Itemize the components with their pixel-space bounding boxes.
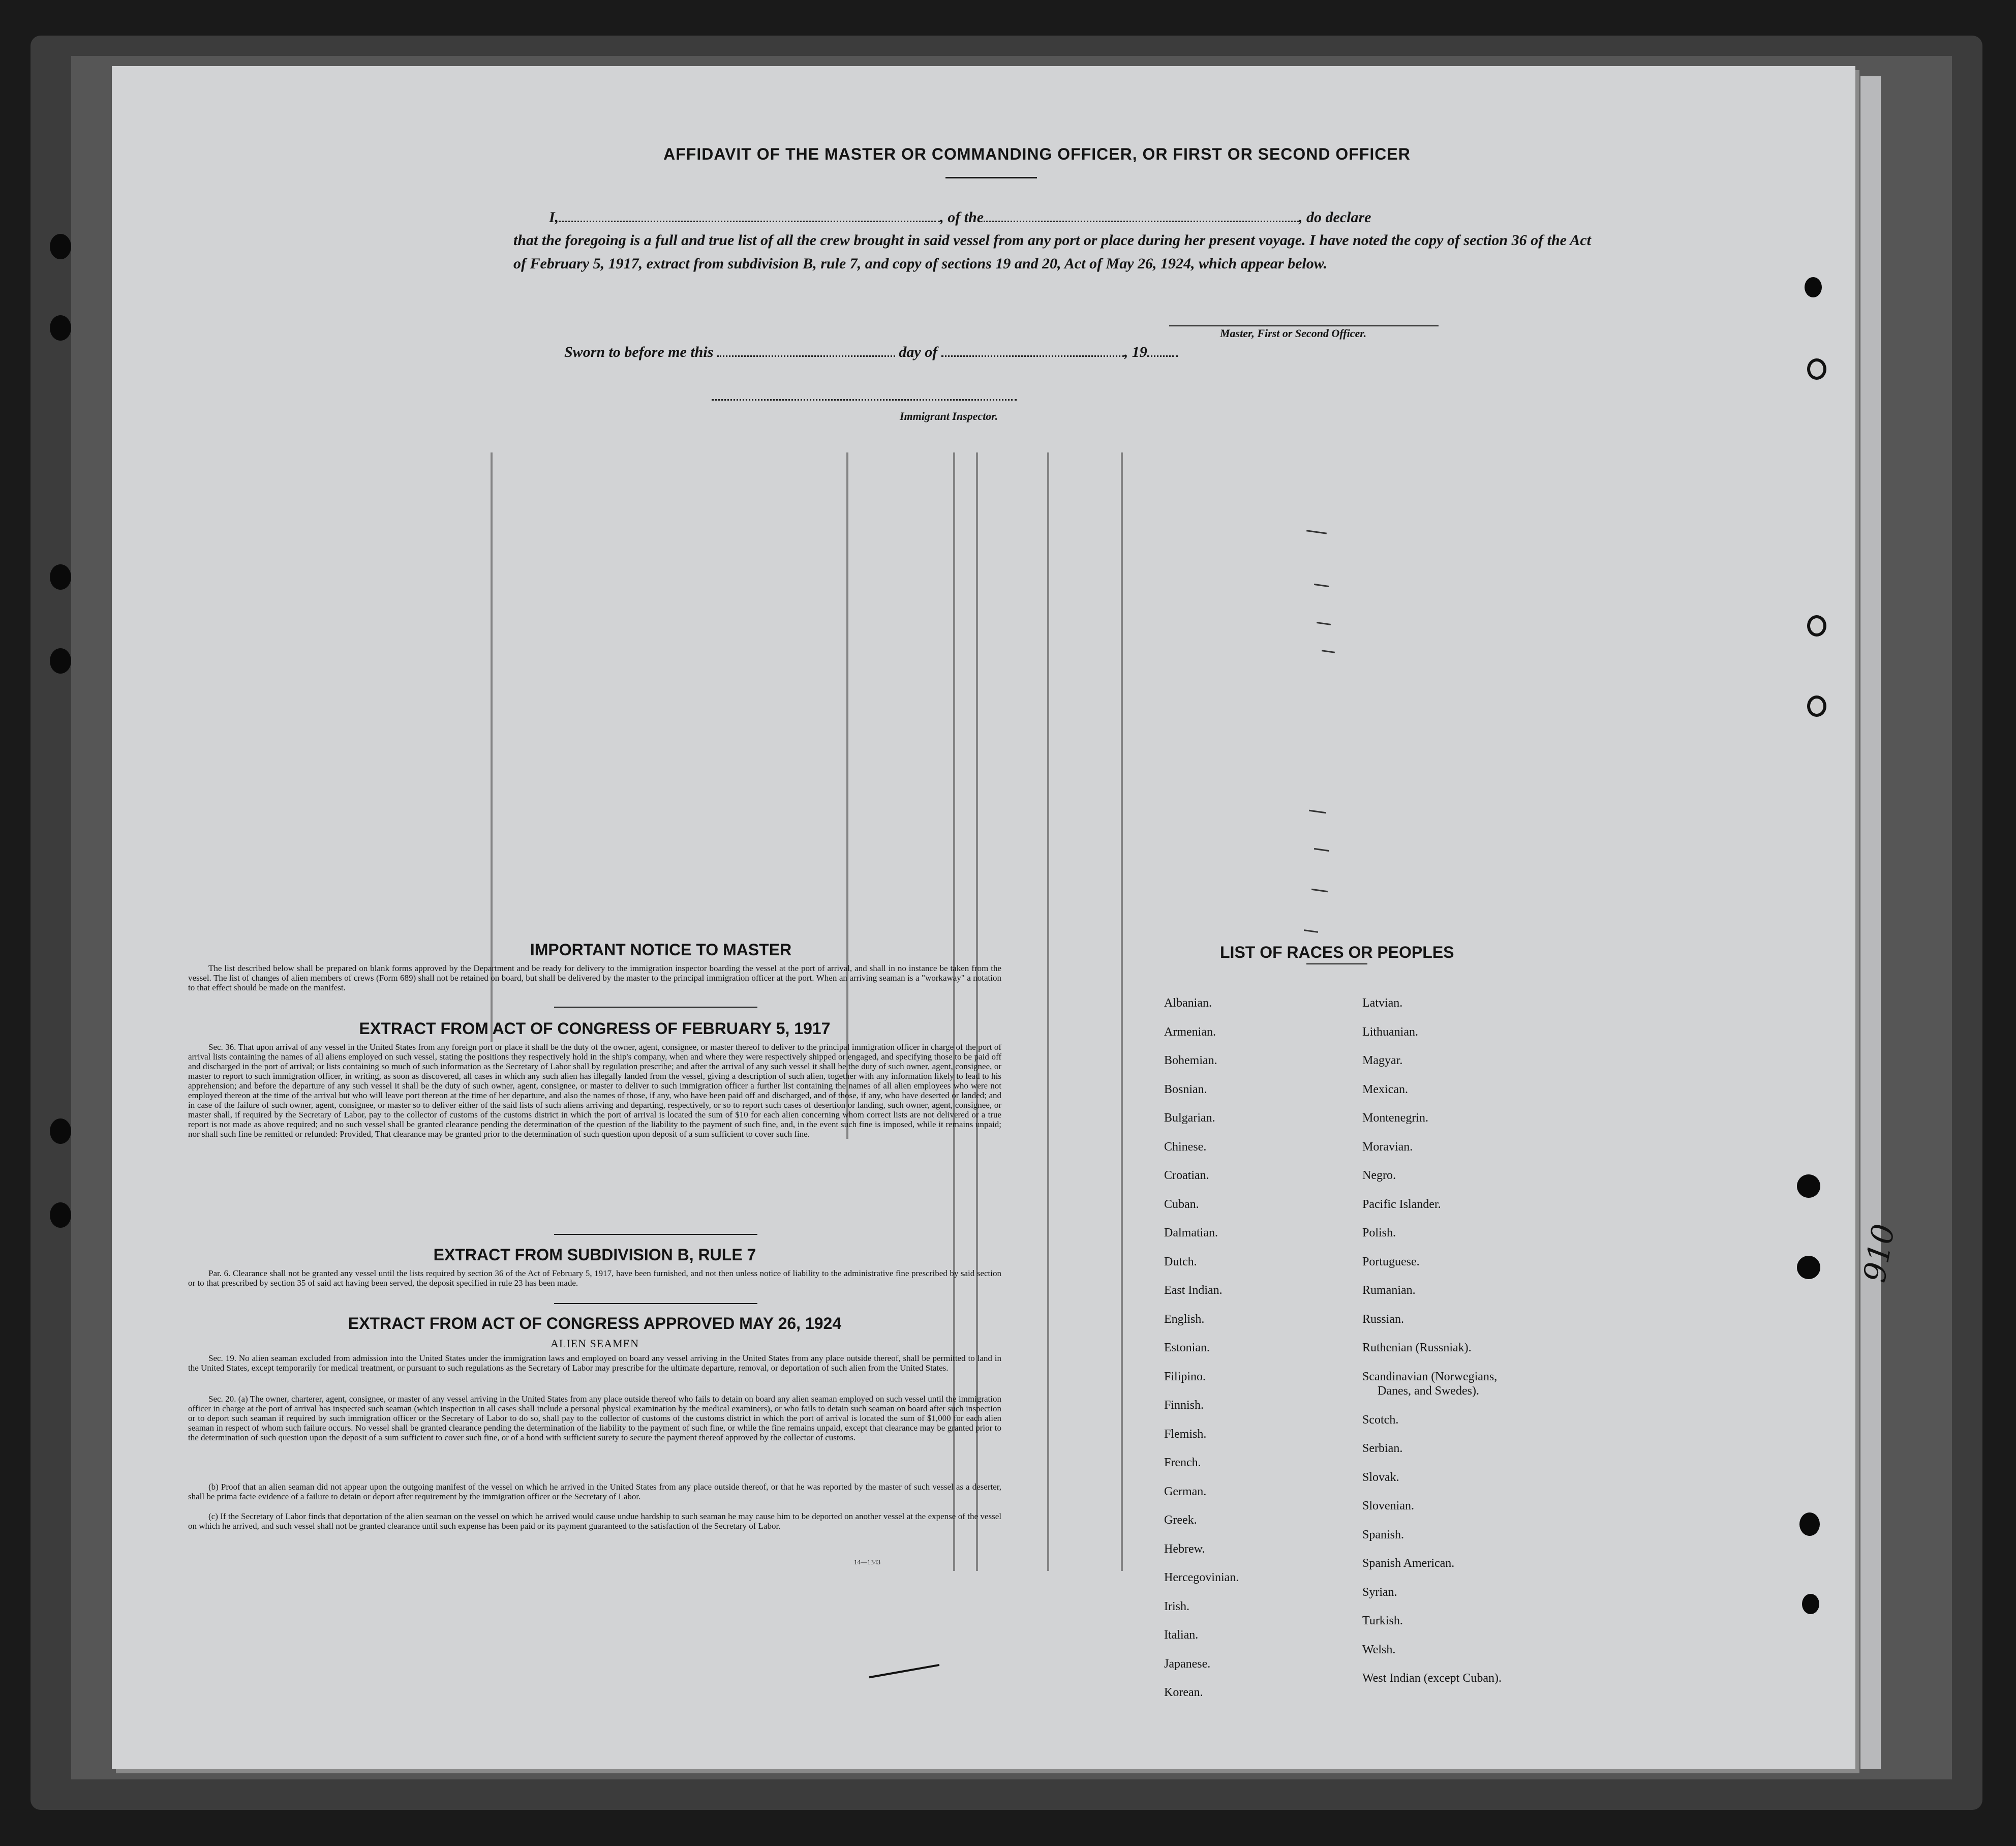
race-item: Estonian. (1164, 1341, 1210, 1354)
sec20c-text: (c) If the Secretary of Labor finds that deportation of the alien seaman on the vessel on which he arrived would cause undue hardship to such seaman he may cause him to be deported on another vessel at the expense of the vessel on which he arrived, and such vessel shall not be granted clearance until such expense has been paid or its payment guaranteed to the satisfaction of the Secretary of Labor. (188, 1511, 1001, 1531)
vessel-blank[interactable] (984, 221, 1299, 222)
sworn-day-of: day of (899, 344, 938, 360)
extract-1924-title: EXTRACT FROM ACT OF CONGRESS APPROVED MAY 26, 1924 (348, 1314, 842, 1333)
race-item: Turkish. (1362, 1614, 1403, 1627)
extract-1917-title: EXTRACT FROM ACT OF CONGRESS OF FEBRUARY 5, 1917 (359, 1019, 831, 1038)
race-item: Finnish. (1164, 1399, 1204, 1412)
binder-hole (1805, 277, 1822, 297)
binder-hole (1797, 1174, 1820, 1198)
race-item: Hercegovinian. (1164, 1571, 1239, 1584)
race-item: Hebrew. (1164, 1542, 1205, 1556)
race-item: Japanese. (1164, 1657, 1211, 1671)
races-title-underline (1306, 963, 1367, 964)
notice-divider (554, 1007, 757, 1008)
sworn-day-blank[interactable] (717, 355, 895, 357)
pencil-mark (1317, 622, 1331, 625)
race-item: Mexican. (1362, 1082, 1408, 1096)
sec20b-text: (b) Proof that an alien seaman did not appear upon the outgoing manifest of the vessel on which he arrived in the United States from any place outside thereof, or that he was reported by the master of such vessel as a deserter, shall be prima facie evidence of a failure to detain or deport after requirement by the immigration officer or the Secretary of Labor. (188, 1482, 1001, 1501)
race-item: Spanish. (1362, 1528, 1404, 1541)
race-item: Ruthenian (Russniak). (1362, 1341, 1472, 1354)
bleed-through-line (1121, 452, 1123, 1571)
race-item: Lithuanian. (1362, 1025, 1418, 1039)
race-item: Bulgarian. (1164, 1111, 1215, 1125)
race-item: Korean. (1164, 1686, 1203, 1699)
sworn-line (564, 341, 1378, 364)
race-item: Slovak. (1362, 1470, 1399, 1484)
sec20a-text: Sec. 20. (a) The owner, charterer, agent, consignee, or master of any vessel arriving in the United States from any place outside thereof who fails to detain on board any alien seaman employed on such vessel until the immigration officer in charge at the port of arrival has inspected such seaman (which inspection in all cases shall include a personal physical examination by the medical examiners), or who fails to detain such seaman on board after such inspection or to deport such seaman if required by such immigration officer or the Secretary of Labor to do so, shall pay to the collector of customs of the customs district in which the port of arrival is located the sum of $1,000 for each alien seaman in respect of whom such failure occurs. No vessel shall be granted clearance pending the determination of the liability to the payment of such fine, or while the fine remains unpaid, except that clearance may be granted prior to the determination of such question upon the deposit of a sum sufficient to cover such fine, or of a bond with sufficient surety to secure the payment thereof approved by the collector of customs. (188, 1394, 1001, 1442)
race-item: Filipino. (1164, 1370, 1206, 1383)
pencil-mark (1311, 889, 1328, 892)
race-item: Dutch. (1164, 1255, 1197, 1268)
bleed-through-line (1047, 452, 1049, 1571)
race-item: Danes, and Swedes). (1378, 1384, 1479, 1398)
race-item: Chinese. (1164, 1140, 1207, 1154)
declaration-i: I, (549, 209, 559, 226)
race-item: Albanian. (1164, 996, 1212, 1010)
master-signature-line (1169, 325, 1439, 326)
race-item: Spanish American. (1362, 1557, 1455, 1570)
title-underline (945, 177, 1037, 178)
race-item: Bosnian. (1164, 1082, 1207, 1096)
name-blank[interactable] (559, 221, 940, 222)
race-item: Irish. (1164, 1599, 1189, 1613)
master-signature-label: Master, First or Second Officer. (1220, 327, 1367, 340)
race-item: Bohemian. (1164, 1054, 1217, 1067)
race-item: Flemish. (1164, 1427, 1207, 1441)
binder-ring (1807, 358, 1826, 380)
extract-1924-subtitle: ALIEN SEAMEN (551, 1337, 639, 1350)
race-item: Scandinavian (Norwegians, (1362, 1370, 1498, 1383)
extract-1917-divider (554, 1234, 757, 1235)
pencil-mark (1314, 848, 1329, 852)
affidavit-body: that the foregoing is a full and true list of all the crew brought in said vessel from any port or place during her present voyage. I have noted the copy of section 36 of the Act of February 5, 1917, extract from subdivision B, rule 7, and copy of sections 19 and 20, Act of May 26, 1924, which appear below. (513, 232, 1591, 272)
race-item: West Indian (except Cuban). (1362, 1672, 1502, 1685)
race-item: Serbian. (1362, 1442, 1403, 1455)
page-edge-shadow (1860, 76, 1881, 1769)
pencil-mark (1322, 650, 1335, 653)
pencil-mark (1314, 584, 1329, 587)
race-item: Dalmatian. (1164, 1226, 1218, 1239)
pencil-mark (1309, 810, 1326, 814)
document-page (112, 66, 1902, 1769)
notice-title: IMPORTANT NOTICE TO MASTER (530, 941, 792, 959)
notice-text: The list described below shall be prepared on blank forms approved by the Department and be ready for delivery to the immigration inspector boarding the vessel at the port of arrival, and shall in no instance be taken from the vessel. The list of changes of alien members of crews (Form 689) shall not be retained on board, but shall be delivered by the master to the principal immigration officer at the port. When an arriving seaman is a "workaway" a notation to that effect should be made on the manifest. (188, 963, 1001, 992)
extract-rule7-title: EXTRACT FROM SUBDIVISION B, RULE 7 (433, 1246, 756, 1264)
race-item: German. (1164, 1485, 1207, 1498)
binder-ring (1807, 615, 1826, 637)
binder-hole (50, 315, 71, 341)
handwritten-margin-note: 910 (1856, 1221, 1902, 1285)
form-number: 14—1343 (854, 1558, 880, 1566)
binder-hole (50, 1202, 71, 1228)
race-item: Greek. (1164, 1514, 1197, 1527)
race-item: Moravian. (1362, 1140, 1413, 1154)
binder-hole (50, 648, 71, 674)
race-item: Cuban. (1164, 1197, 1199, 1211)
race-item: French. (1164, 1456, 1201, 1469)
extract-rule7-divider (554, 1303, 757, 1304)
races-title: LIST OF RACES OR PEOPLES (1220, 943, 1454, 961)
race-item: Croatian. (1164, 1169, 1209, 1182)
inspector-label: Immigrant Inspector. (900, 410, 998, 422)
race-item: Italian. (1164, 1628, 1199, 1642)
race-item: Scotch. (1362, 1413, 1399, 1427)
sec19-text: Sec. 19. No alien seaman excluded from admission into the United States under the immigration laws and employed on board any vessel arriving in the United States from any place outside thereof, shall be permitted to land in the United States, except temporarily for medical treatment, or pursuant to such regulations as the Secretary of Labor may prescribe for the ultimate departure, removal, or deportation of such alien from the United States. (188, 1353, 1001, 1373)
pencil-mark (1306, 530, 1327, 534)
pencil-mark (1304, 929, 1318, 933)
extract-rule7-text: Par. 6. Clearance shall not be granted any vessel until the lists required by section 36 of the Act of February 5, 1917, have been furnished, and not then unless notice of liability to the administrative fine prescribed by said section or to that prescribed by section 35 of said act having been served, the deposit specified in rule 23 has been made. (188, 1268, 1001, 1288)
race-item: Rumanian. (1362, 1284, 1416, 1297)
sworn-year-blank[interactable] (1147, 355, 1178, 357)
race-item: East Indian. (1164, 1284, 1223, 1297)
affidavit-title: AFFIDAVIT OF THE MASTER OR COMMANDING OFFICER, OR FIRST OR SECOND OFFICER (663, 145, 1411, 163)
race-item: Armenian. (1164, 1025, 1216, 1039)
declaration-declare: , do declare (1299, 209, 1371, 226)
race-item: Russian. (1362, 1312, 1404, 1326)
binder-hole (50, 564, 71, 590)
binder-hole (1802, 1594, 1819, 1614)
race-item: Portuguese. (1362, 1255, 1420, 1268)
inspector-signature-line (712, 399, 1017, 401)
sworn-prefix: Sworn to before me this (564, 344, 714, 360)
sworn-year: , 19 (1124, 344, 1147, 360)
race-item: English. (1164, 1312, 1205, 1326)
race-item: Latvian. (1362, 996, 1403, 1010)
declaration-line (549, 206, 1591, 229)
race-item: Montenegrin. (1362, 1111, 1428, 1125)
race-item: Negro. (1362, 1169, 1396, 1182)
race-item: Slovenian. (1362, 1499, 1414, 1512)
race-item: Syrian. (1362, 1585, 1397, 1599)
binder-hole (1797, 1256, 1820, 1279)
bottom-pen-marks (869, 1664, 941, 1684)
declaration-of-the: , of the (940, 209, 984, 226)
race-item: Welsh. (1362, 1643, 1396, 1656)
race-item: Pacific Islander. (1362, 1197, 1441, 1211)
binder-ring (1807, 695, 1826, 717)
race-item: Magyar. (1362, 1054, 1403, 1067)
sworn-month-blank[interactable] (941, 355, 1124, 357)
binder-hole (50, 234, 71, 259)
extract-1917-text: Sec. 36. That upon arrival of any vessel in the United States from any foreign port or place it shall be the duty of the owner, agent, consignee, or master thereof to deliver to the principal immigration officer in charge of the port of arrival lists containing the names of all aliens employed on such vessel, stating the positions they respectively hold in the ship's company, when and where they were respectively shipped or engaged, and specifying those to be paid off and discharged in the port of arrival; or lists containing so much of such information as the Secretary of Labor shall by regulation prescribe; and after the arrival of any such vessel it shall be the duty of such owner, agent, consignee, or master to report to such immigration officer, in writing, as soon as discovered, all cases in which any such alien has illegally landed from the vessel, giving a description of such alien, together with any information likely to lead to his apprehension; and before the departure of any such vessel it shall be the duty of such owner, agent, consignee, or master to deliver to such immigration officer a further list containing the names of all alien employees who were not employed thereon at the time of the arrival but who will leave port thereon at the time of her departure, and also the names of those, if any, who have been paid off and discharged, and of those, if any, who have deserted or landed; and in case of the failure of such owner, agent, consignee, or master so to deliver either of the said lists of such aliens arriving and departing, respectively, or so to report such cases of desertion or landing, such owner, agent, consignee, or master shall, if required by the Secretary of Labor, pay to the collector of customs of the customs district in which the port of arrival is located the sum of $10 for each alien concerning whom correct lists are not delivered or a true report is not made as above required; and no such vessel shall be granted clearance pending the determination of the question of the liability to the payment of such fine, and, in the event such fine is imposed, while it remains unpaid; nor shall such fine be remitted or refunded: Provided, That clearance may be granted prior to the determination of such question upon deposit of a sum sufficient to cover such fine. (188, 1042, 1001, 1139)
race-item: Polish. (1362, 1226, 1396, 1239)
binder-hole (50, 1118, 71, 1144)
binder-hole (1799, 1512, 1820, 1536)
